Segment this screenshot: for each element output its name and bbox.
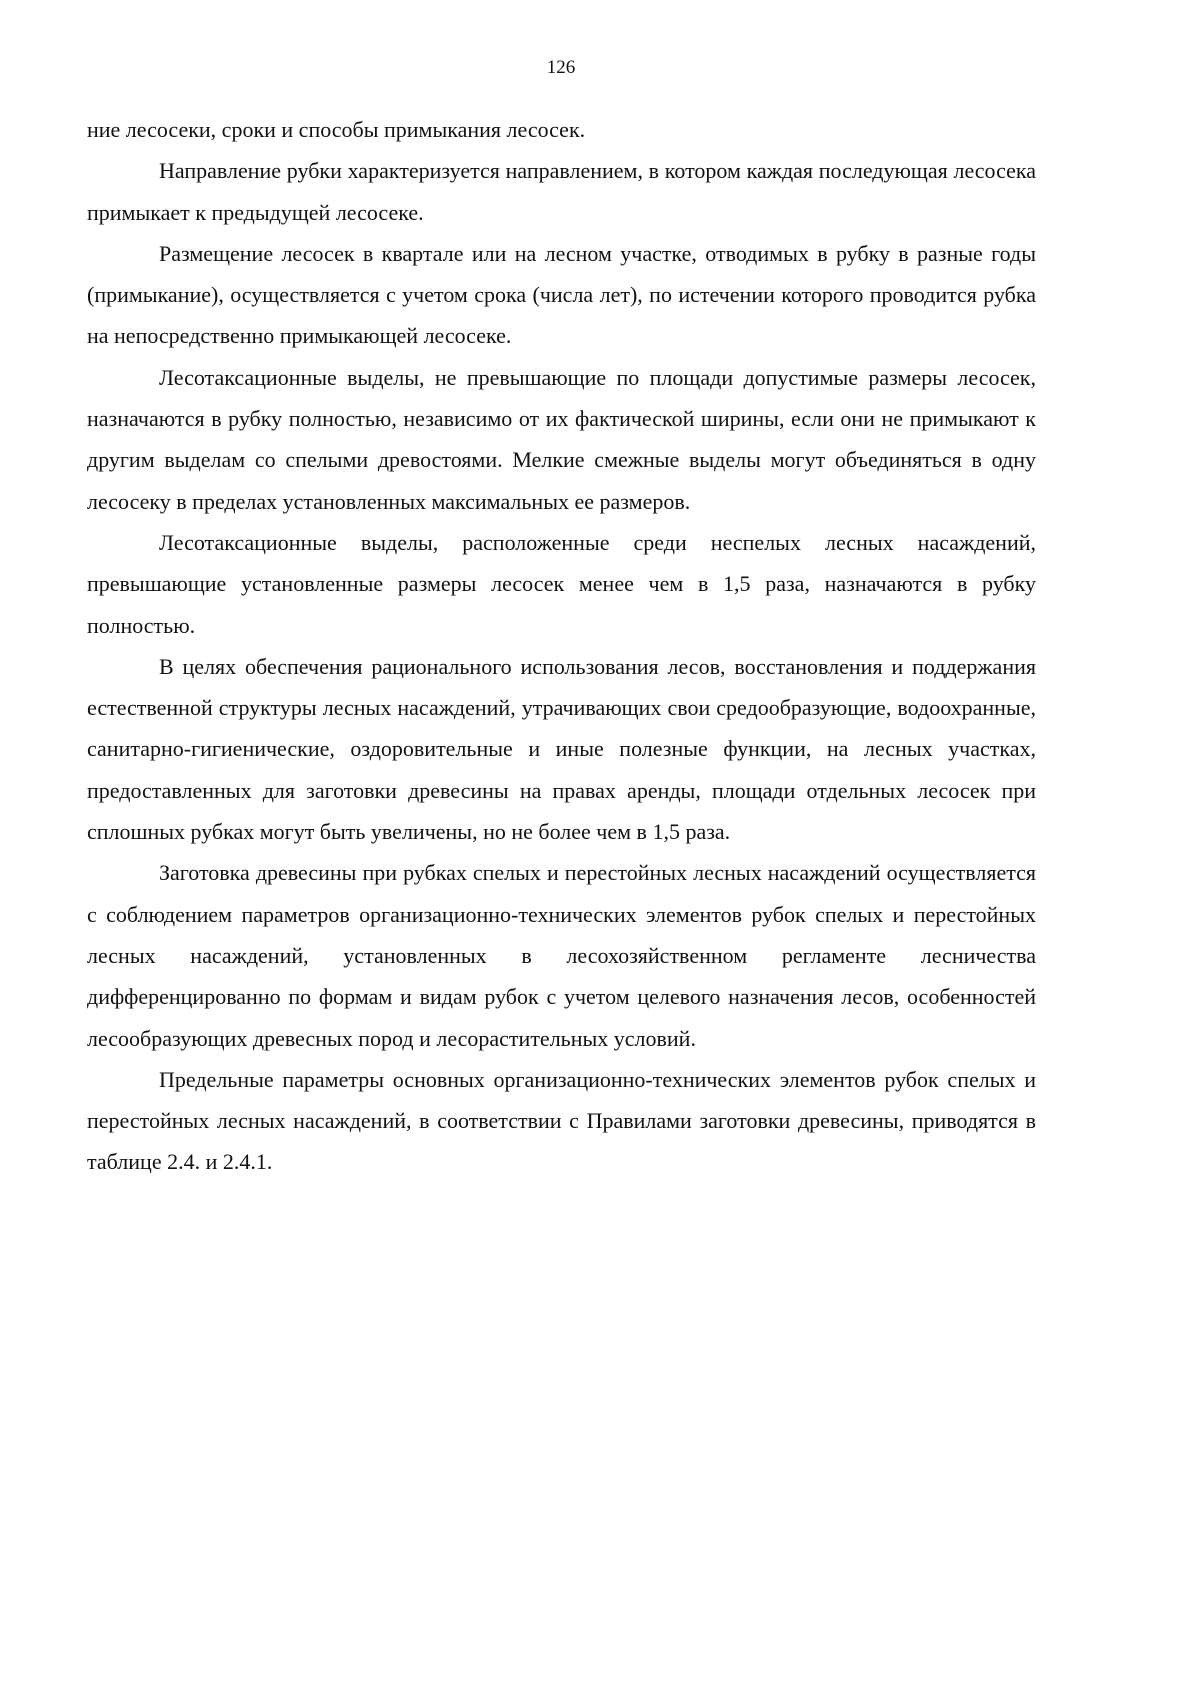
paragraph-immature-stands: Лесотаксационные выделы, расположенные среди неспелых лесных насаждений, превышающие установленные размеры лесосек менее чем в 1,5 раза, назначаются в рубку полностью. bbox=[87, 529, 1036, 638]
paragraph-cutting-placement: Размещение лесосек в квартале или на лесном участке, отводимых в рубку в разные годы (примыкание), осуществляется с учетом срока (числа лет), по истечении которого проводится рубка на непосредственно примыкающей лесосеке. bbox=[87, 240, 1036, 349]
paragraph-wood-harvesting: Заготовка древесины при рубках спелых и перестойных лесных насаждений осуществляется с соблюдением параметров организационно-технических элементов рубок спелых и перестойных лесных насаждений, установленных в лесохозяйственном регламенте лесничества дифференцированно по формам и видам рубок с учетом целевого назначения лесов, особенностей лесообразующих древесных пород и лесорастительных условий. bbox=[87, 860, 1036, 1051]
paragraph-continuation: ние лесосеки, сроки и способы примыкания лесосек. bbox=[87, 117, 586, 142]
paragraph-limit-parameters: Предельные параметры основных организационно-технических элементов рубок спелых и перестойных лесных насаждений, в соответствии с Правилами заготовки древесины, приводятся в таблице 2.4. и 2.4.1. bbox=[87, 1066, 1036, 1175]
paragraph-forest-sections: Лесотаксационные выделы, не превышающие по площади допустимые размеры лесосек, назначаются в рубку полностью, независимо от их фактической ширины, если они не примыкают к другим выделам со спелыми древостоями. Мелкие смежные выделы могут объединяться в одну лесосеку в пределах установленных максимальных ее размеров. bbox=[87, 364, 1036, 514]
paragraph-rational-use: В целях обеспечения рационального использования лесов, восстановления и поддержания естественной структуры лесных насаждений, утрачивающих свои средообразующие, водоохранные, санитарно-гигиенические, оздоровительные и иные полезные функции, на лесных участках, предоставленных для заготовки древесины на правах аренды, площади отдельных лесосек при сплошных рубках могут быть увеличены, но не более чем в 1,5 раза. bbox=[87, 653, 1036, 845]
page-number: 126 bbox=[546, 57, 576, 78]
document-body bbox=[87, 109, 1036, 1183]
paragraph-cutting-direction: Направление рубки характеризуется направлением, в котором каждая последующая лесосека примыкает к предыдущей лесосеке. bbox=[87, 158, 1036, 225]
